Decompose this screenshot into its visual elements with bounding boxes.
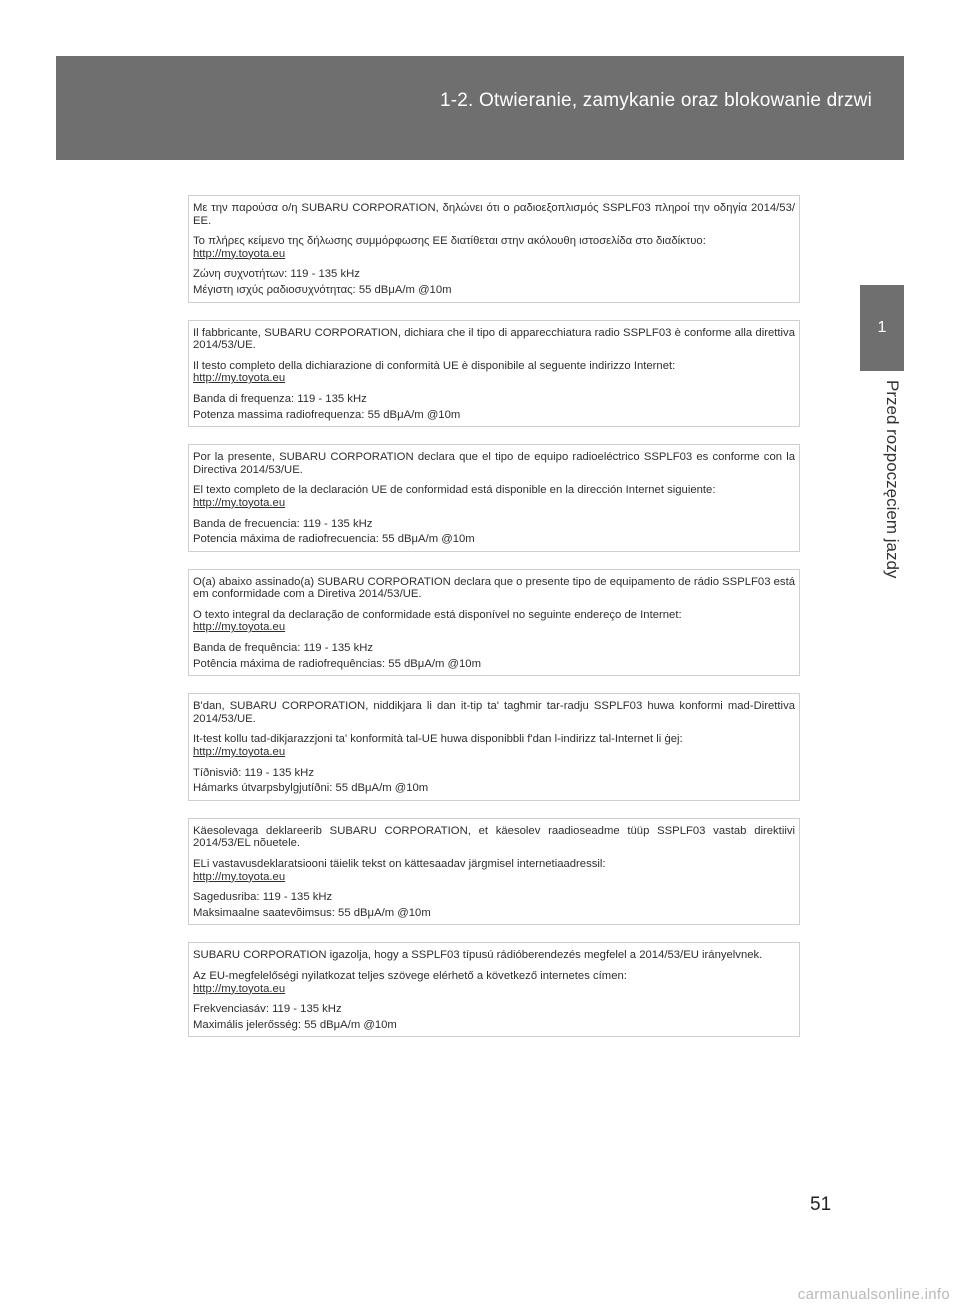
notice-greek [188,195,800,303]
chapter-label: Przed rozpoczęciem jazdy [883,380,902,579]
max-power: Potencia máxima de radiofrecuencia: 55 dBμA/m @10m [193,533,475,546]
notices-list [188,195,800,1054]
declaration-link[interactable]: http://my.toyota.eu [193,982,286,995]
notice-estonian [188,818,800,926]
availability-text: Az EU-megfelelőségi nyilatkozat teljes szövege elérhető a következő internetes címen: http://my.toyota.eu [193,970,795,995]
declaration-text: Με την παρούσα ο/η SUBARU CORPORATION, δηλώνει ότι ο ραδιοεξοπλισμός SSPLF03 πληροί την οδηγία 2014/53/ΕΕ. [193,202,795,227]
watermark: carmanualsonline.info [797,1286,950,1303]
frequency-band: Ζώνη συχνοτήτων: 119 - 135 kHz [193,268,360,281]
notice-italian [188,320,800,428]
frequency-band: Sagedusriba: 119 - 135 kHz [193,891,333,904]
max-power: Μέγιστη ισχύς ραδιοσυχνότητας: 55 dBμA/m @10m [193,283,452,296]
max-power: Hámarks útvarpsbylgjutíðni: 55 dBμA/m @10m [193,782,429,795]
max-power: Maximális jelerősség: 55 dBμA/m @10m [193,1018,397,1031]
notice-maltese [188,693,800,801]
declaration-text: Por la presente, SUBARU CORPORATION declara que el tipo de equipo radioeléctrico SSPLF03 es conforme con la Directiva 2014/53/UE. [193,451,795,476]
availability-text: It-test kollu tad-dikjarazzjoni ta' konformità tal-UE huwa disponibbli f'dan l-indirizz tal-Internet li ġej: http://my.toyota.eu [193,733,795,758]
frequency-band: Tíðnisvið: 119 - 135 kHz [193,766,314,779]
notice-portuguese [188,569,800,677]
max-power: Potenza massima radiofrequenza: 55 dBμA/m @10m [193,408,461,421]
chapter-number: 1 [877,319,887,336]
availability-text: Il testo completo della dichiarazione di conformità UE è disponibile al seguente indirizzo Internet: http://my.toyota.eu [193,360,795,385]
availability-text: O texto integral da declaração de conformidade está disponível no seguinte endereço de Internet: http://my.toyota.eu [193,609,795,634]
availability-text: Το πλήρες κείμενο της δήλωσης συμμόρφωσης ΕΕ διατίθεται στην ακόλουθη ιστοσελίδα στο διαδίκτυο: http://my.toyota.eu [193,235,795,260]
section-title: 1-2. Otwieranie, zamykanie oraz blokowanie drzwi [439,90,872,111]
max-power: Maksimaalne saatevõimsus: 55 dBμA/m @10m [193,906,431,919]
notice-hungarian [188,942,800,1037]
header-band [56,56,904,160]
declaration-link[interactable]: http://my.toyota.eu [193,247,286,260]
availability-text: El texto completo de la declaración UE de conformidad está disponible en la dirección Internet siguiente: http://my.toyota.eu [193,484,795,509]
frequency-band: Banda de frecuencia: 119 - 135 kHz [193,517,373,530]
max-power: Potência máxima de radiofrequências: 55 dBμA/m @10m [193,657,481,670]
declaration-link[interactable]: http://my.toyota.eu [193,746,286,759]
notice-spanish [188,444,800,552]
declaration-text: Il fabbricante, SUBARU CORPORATION, dichiara che il tipo di apparecchiatura radio SSPLF03 è conforme alla direttiva 2014/53/UE. [193,326,795,352]
declaration-link[interactable]: http://my.toyota.eu [193,496,286,509]
declaration-text: B'dan, SUBARU CORPORATION, niddikjara li dan it-tip ta' tagħmir tar-radju SSPLF03 huwa konformi mad-Direttiva 2014/53/UE. [193,700,795,725]
declaration-link[interactable]: http://my.toyota.eu [193,621,286,634]
page-number: 51 [810,1194,832,1215]
declaration-text: O(a) abaixo assinado(a) SUBARU CORPORATION declara que o presente tipo de equipamento de rádio SSPLF03 está em conformidade com a Diretiva 2014/53/UE. [193,575,795,601]
chapter-tab [860,285,904,371]
declaration-link[interactable]: http://my.toyota.eu [193,372,286,385]
declaration-link[interactable]: http://my.toyota.eu [193,870,286,883]
declaration-text: Käesolevaga deklareerib SUBARU CORPORATION, et käesolev raadioseadme tüüp SSPLF03 vastab direktiivi 2014/53/EL nõuetele. [193,824,795,850]
declaration-text: SUBARU CORPORATION igazolja, hogy a SSPLF03 típusú rádióberendezés megfelel a 2014/53/EU irányelvnek. [193,949,763,962]
availability-text: ELi vastavusdeklaratsiooni täielik tekst on kättesaadav järgmisel internetiaadressil: http://my.toyota.eu [193,858,795,883]
frequency-band: Frekvenciasáv: 119 - 135 kHz [193,1003,342,1016]
frequency-band: Banda di frequenza: 119 - 135 kHz [193,392,367,405]
frequency-band: Banda de frequência: 119 - 135 kHz [193,642,374,655]
